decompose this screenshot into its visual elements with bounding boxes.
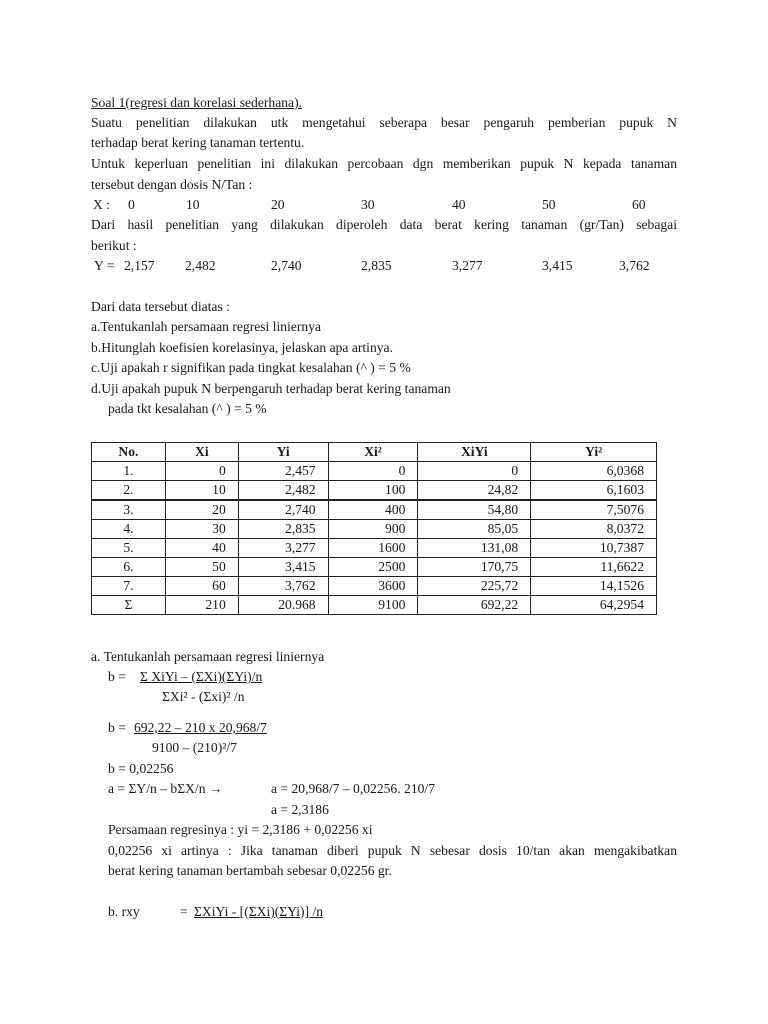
task-item: pada tkt kesalahan (^ ) = 5 % [108, 401, 267, 416]
cell-xiyi: 54,80 [418, 500, 531, 520]
table-row [92, 539, 657, 558]
b-formula-lhs: b = [108, 669, 126, 684]
task-item: b.Hitunglah koefisien korelasinya, jelaskan apa artinya. [91, 340, 393, 355]
interpretation-line: berat kering tanaman bertambah sebesar 0,02256 gr. [108, 863, 392, 878]
cell-xi-squared: 100 [328, 481, 418, 501]
table-row [92, 577, 657, 596]
y-value: 2,157 [124, 258, 155, 273]
cell-xi: 60 [165, 577, 238, 596]
task-item: c.Uji apakah r signifikan pada tingkat kesalahan (^ ) = 5 % [91, 360, 411, 375]
cell-yi-squared: 11,6622 [531, 558, 657, 577]
cell-yi-squared: 8,0372 [531, 520, 657, 539]
cell-xi: 210 [165, 596, 238, 615]
cell-no: 4. [92, 520, 166, 539]
cell-yi-squared: 10,7387 [531, 539, 657, 558]
problem-paragraph-line: tersebut dengan dosis N/Tan : [91, 177, 253, 192]
x-value: 40 [452, 197, 466, 212]
cell-xi-squared: 3600 [328, 577, 418, 596]
cell-xiyi: 692,22 [418, 596, 531, 615]
cell-xi-squared: 900 [328, 520, 418, 539]
cell-yi: 20.968 [238, 596, 328, 615]
b-calc-denominator: 9100 – (210)²/7 [152, 740, 237, 755]
x-value: 10 [186, 197, 200, 212]
cell-yi-squared: 6,0368 [531, 462, 657, 481]
x-value: 60 [632, 197, 646, 212]
cell-xiyi: 225,72 [418, 577, 531, 596]
x-value: 30 [361, 197, 375, 212]
cell-xi: 0 [165, 462, 238, 481]
regression-equation: Persamaan regresinya : yi = 2,3186 + 0,02256 xi [108, 822, 373, 837]
cell-xi-squared: 1600 [328, 539, 418, 558]
rxy-equals: = [180, 904, 188, 919]
cell-yi: 3,762 [238, 577, 328, 596]
b-formula-denominator: ΣXi² - (Σxi)² /n [162, 689, 245, 704]
cell-yi: 2,457 [238, 462, 328, 481]
cell-yi-squared: 6,1603 [531, 481, 657, 501]
a-formula: a = ΣY/n – bΣX/n → [108, 781, 223, 796]
data-table [91, 442, 657, 615]
problem-paragraph-line: Suatu penelitian dilakukan utk mengetahui seberapa besar pengaruh pemberian pupuk N [91, 115, 677, 130]
problem-paragraph-line: Dari hasil penelitian yang dilakukan diperoleh data berat kering tanaman (gr/Tan) sebagai [91, 217, 677, 232]
table-row [92, 500, 657, 520]
cell-xi: 30 [165, 520, 238, 539]
a-calculation: a = 20,968/7 – 0,02256. 210/7 [271, 781, 435, 796]
cell-xiyi: 131,08 [418, 539, 531, 558]
cell-xiyi: 0 [418, 462, 531, 481]
cell-yi-squared: 64,2954 [531, 596, 657, 615]
cell-no: 1. [92, 462, 166, 481]
y-value: 3,762 [619, 258, 650, 273]
x-label: X : [93, 197, 110, 212]
y-value: 3,277 [452, 258, 483, 273]
problem-paragraph-line: Untuk keperluan penelitian ini dilakukan percobaan dgn memberikan pupuk N kepada tanaman [91, 156, 677, 171]
cell-yi-squared: 7,5076 [531, 500, 657, 520]
cell-xi-squared: 400 [328, 500, 418, 520]
table-header-row [92, 443, 657, 462]
header-xi-squared: Xi² [328, 443, 418, 462]
table-row [92, 558, 657, 577]
y-value: 2,482 [185, 258, 216, 273]
task-item: a.Tentukanlah persamaan regresi liniernya [91, 319, 322, 334]
b-calc-numerator: 692,22 – 210 x 20,968/7 [134, 720, 267, 735]
header-xi: Xi [165, 443, 238, 462]
header-yi: Yi [238, 443, 328, 462]
cell-xi: 40 [165, 539, 238, 558]
a-result: a = 2,3186 [271, 802, 329, 817]
rxy-formula-numerator: ΣXiYi - [(ΣXi)(ΣYi)] /n [194, 904, 324, 919]
cell-xiyi: 170,75 [418, 558, 531, 577]
header-no: No. [92, 443, 166, 462]
interpretation-line: 0,02256 xi artinya : Jika tanaman diberi pupuk N sebesar dosis 10/tan akan mengakibatkan [108, 843, 677, 858]
table-row [92, 520, 657, 539]
cell-no: 2. [92, 481, 166, 501]
cell-yi: 3,415 [238, 558, 328, 577]
problem-paragraph-line: berikut : [91, 238, 137, 253]
cell-yi: 2,740 [238, 500, 328, 520]
cell-xi: 50 [165, 558, 238, 577]
table-total-row [92, 596, 657, 615]
y-value: 3,415 [542, 258, 573, 273]
x-value: 50 [542, 197, 556, 212]
table-row [92, 462, 657, 481]
b-calc-lhs: b = [108, 720, 126, 735]
problem-title: Soal 1(regresi dan korelasi sederhana). [91, 95, 302, 110]
cell-yi: 3,277 [238, 539, 328, 558]
cell-xi-squared: 9100 [328, 596, 418, 615]
cell-no: 3. [92, 500, 166, 520]
cell-xi-squared: 2500 [328, 558, 418, 577]
cell-no: 7. [92, 577, 166, 596]
x-value: 0 [128, 197, 135, 212]
cell-no: 5. [92, 539, 166, 558]
cell-sum-symbol: Σ [92, 596, 166, 615]
b-result: b = 0,02256 [108, 761, 174, 776]
y-label: Y = [94, 258, 115, 273]
cell-xi-squared: 0 [328, 462, 418, 481]
cell-yi: 2,835 [238, 520, 328, 539]
cell-xi: 20 [165, 500, 238, 520]
x-value: 20 [271, 197, 285, 212]
task-item: d.Uji apakah pupuk N berpengaruh terhadap berat kering tanaman [91, 381, 451, 396]
cell-no: 6. [92, 558, 166, 577]
cell-yi-squared: 14,1526 [531, 577, 657, 596]
problem-paragraph-line: terhadap berat kering tanaman tertentu. [91, 135, 305, 150]
tasks-intro: Dari data tersebut diatas : [91, 299, 230, 314]
cell-yi: 2,482 [238, 481, 328, 501]
cell-xi: 10 [165, 481, 238, 501]
y-value: 2,740 [271, 258, 302, 273]
solution-a-title: a. Tentukanlah persamaan regresi liniernya [91, 649, 325, 664]
cell-xiyi: 24,82 [418, 481, 531, 501]
table-row [92, 481, 657, 501]
y-value: 2,835 [361, 258, 392, 273]
b-formula-numerator: Σ XiYi – (ΣXi)(ΣYi)/n [140, 669, 263, 684]
header-xiyi: XiYi [418, 443, 531, 462]
rxy-label: b. rxy [108, 904, 140, 919]
cell-xiyi: 85,05 [418, 520, 531, 539]
header-yi-squared: Yi² [531, 443, 657, 462]
